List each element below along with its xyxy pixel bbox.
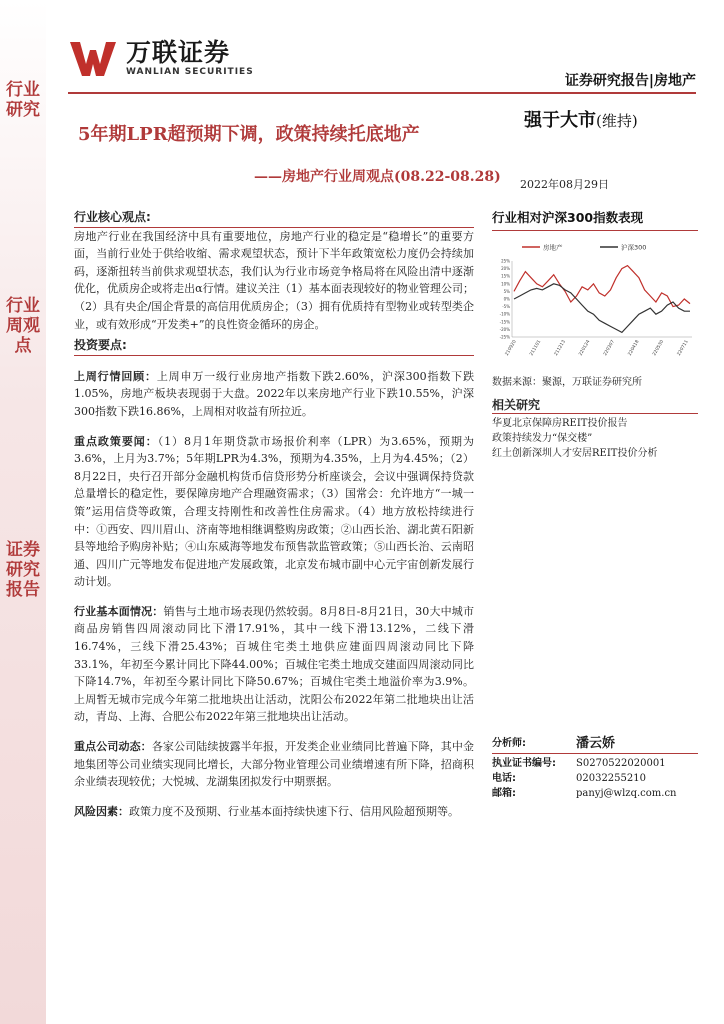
policy-news-lead: 重点政策要闻：	[74, 434, 158, 448]
related-research-item[interactable]: 红土创新深圳人才安居REIT投价分析	[492, 448, 658, 459]
analyst-email[interactable]: panyj@wlzq.com.cn	[576, 788, 677, 799]
report-date: 2022年08月29日	[520, 178, 609, 191]
analyst-name: 潘云娇	[576, 736, 616, 751]
industry-rating	[524, 106, 638, 132]
analyst-row	[492, 771, 698, 786]
logo-chinese-name: 万联证券	[126, 38, 231, 67]
legend-label: 房地产	[543, 243, 563, 252]
sidebar-tag-weekly-view: 行业周观点	[6, 296, 40, 356]
analyst-header	[492, 736, 698, 754]
x-tick-label: 220307	[603, 339, 617, 357]
performance-chart	[492, 237, 698, 367]
x-tick-label: 220124	[578, 339, 592, 357]
report-subtitle: ——房地产行业周观点(08.22-08.28)	[254, 169, 501, 185]
chart-source-text: 聚源，万联证券研究所	[542, 377, 642, 388]
analyst-row-label: 电话:	[492, 773, 516, 784]
related-research-heading: 相关研究	[492, 398, 541, 412]
fundamentals-paragraph	[74, 603, 474, 726]
analyst-row-label: 邮箱:	[492, 788, 516, 799]
performance-chart-svg	[492, 237, 698, 367]
y-tick-label: -10%	[499, 311, 510, 317]
y-tick-label: -5%	[502, 304, 510, 310]
fundamentals-lead: 行业基本面情况：	[74, 604, 164, 618]
fundamentals-text: 销售与土地市场表现仍然较弱。8月8日-8月21日，30大中城市商品房销售四周滚动同比下滑17.91%，其中一线下滑13.12%，二线下滑16.74%，三线下滑25.43%；百城住宅类土地供应建面四周滚动同比下降33.1%，年初至今累计同比下降44.00%；百城住宅类土地成交建面四周滚动同比下降14.7%，年初至今累计同比下降50.67%；百城住宅类土地溢价率为3.9%。上周暂无城市完成今年第二批地块出让活动，沈阳公布2022年第二批地块出让活动，青岛、上海、合肥公布2022年第三批地块出让活动。	[74, 604, 474, 724]
market-review-lead: 上周行情回顾：	[74, 369, 157, 383]
y-tick-label: -20%	[499, 326, 510, 332]
market-review-text: 上周申万一级行业房地产指数下跌2.60%，沪深300指数下跌1.05%，房地产板块表现弱于大盘。2022年以来房地产行业下跌10.55%，沪深300指数下跌16.86%，上周相对收益有所拉近。	[74, 369, 474, 418]
analyst-row	[492, 786, 698, 801]
analyst-row-value: S0270522020001	[576, 758, 666, 769]
sidebar	[0, 0, 46, 1024]
core-view-text: 房地产行业在我国经济中具有重要地位，房地产行业的稳定是“稳增长”的重要方面，当前行业处于供给收缩、需求观望状态，预计下半年政策宽松力度仍会持续加码，逐渐扭转当前供求观望状态，我们认为行业市场竞争格局将在风险出清中逐渐优化，优质房企或将走出α行情。建议关注（1）基本面表现较好的物业管理公司；（2）具有央企/国企背景的高信用优质房企；（3）拥有优质持有型物业或转型类企业，或有效形成“开发类+”的良性资金循环的房企。	[74, 229, 474, 331]
y-tick-label: -25%	[499, 334, 510, 340]
market-review-paragraph	[74, 368, 474, 421]
related-research-item[interactable]: 华夏北京保障房REIT投价报告	[492, 418, 628, 429]
logo-w-icon	[68, 40, 118, 78]
rating-status: (维持)	[596, 112, 638, 130]
y-tick-label: 10%	[501, 281, 510, 287]
y-tick-label: -15%	[499, 319, 510, 325]
policy-news-text: （1）8月1年期贷款市场报价利率（LPR）为3.65%，预期为3.6%，上月为3.7%；5年期LPR为4.3%，预期为4.35%，上月为4.45%；（2）8月22日，央行召开部分金融机构货币信贷形势分析座谈会，会议中强调保持贷款总量增长的稳定性，要保障房地产合理融资需求；（3）国常会：允许地方“一城一策”运用信贷等政策，合理支持刚性和改善性住房需求。（4）地方放松持续进行中：①西安、四川眉山、济南等地相继调整购房政策；②山西长治、湖北黄石阳新县等地给予购房补贴；④山东威海等地发布预售款监管政策；⑤山西长治、云南昭通、四川广元等地发布促进地产发展政策，北京发布城市副中心元宇宙创新发展行动计划。	[74, 434, 475, 589]
main-content	[74, 209, 474, 820]
policy-news-paragraph	[74, 433, 474, 591]
related-research-rule	[492, 413, 698, 414]
company-news-lead: 重点公司动态：	[74, 740, 152, 754]
risk-lead: 风险因素：	[74, 804, 129, 818]
analyst-row-value: 02032255210	[576, 773, 646, 784]
logo-english-name: WANLIAN SECURITIES	[126, 67, 254, 77]
y-tick-label: 20%	[501, 266, 510, 272]
series-line	[514, 266, 690, 307]
right-column	[492, 208, 698, 461]
company-logo	[68, 40, 254, 78]
sidebar-tag-securities-report: 证券研究报告	[6, 540, 40, 600]
analyst-row-label: 执业证书编号:	[492, 758, 556, 769]
x-tick-label: 220418	[627, 339, 641, 357]
y-tick-label: 25%	[501, 258, 510, 264]
analyst-info	[492, 736, 698, 801]
chart-source-label: 数据来源：	[492, 377, 542, 388]
report-title: 5年期LPR超预期下调，政策持续托底地产	[78, 124, 420, 145]
analyst-label: 分析师:	[492, 738, 526, 749]
legend-label: 沪深300	[621, 243, 647, 252]
series-line	[514, 284, 690, 333]
y-tick-label: 0%	[503, 296, 510, 302]
chart-heading: 行业相对沪深300指数表现	[492, 208, 698, 231]
y-tick-label: 5%	[503, 288, 510, 294]
report-type-label: 证券研究报告|房地产	[564, 73, 696, 89]
header-divider	[68, 92, 696, 94]
related-research-list	[492, 416, 698, 461]
related-research-item[interactable]: 政策持续发力“保交楼”	[492, 433, 593, 444]
risk-text: 政策力度不及预期、行业基本面持续快速下行、信用风险超预期等。	[129, 804, 459, 818]
company-news-text: 各家公司陆续披露半年报，开发类企业业绩同比普遍下降，其中金地集团等公司业绩实现同比增长，大部分物业管理公司业绩增速有所下降，招商积余业绩表现较优；大悦城、龙湖集团拟发行中期票据。	[74, 740, 475, 789]
core-view-heading: 行业核心观点:	[74, 210, 151, 224]
key-points-heading: 投资要点:	[74, 338, 127, 353]
company-news-paragraph	[74, 738, 474, 791]
risk-paragraph	[74, 803, 474, 821]
x-tick-label: 220530	[652, 339, 666, 357]
x-tick-label: 220711	[676, 339, 690, 357]
x-tick-label: 211213	[553, 339, 567, 357]
chart-source	[492, 373, 698, 388]
sidebar-tag-industry-research: 行业研究	[6, 80, 40, 120]
x-tick-label: 211101	[529, 339, 543, 357]
rating-label: 强于大市	[524, 110, 596, 131]
analyst-row	[492, 756, 698, 771]
x-tick-label: 210920	[504, 339, 518, 357]
y-tick-label: 15%	[501, 273, 510, 279]
